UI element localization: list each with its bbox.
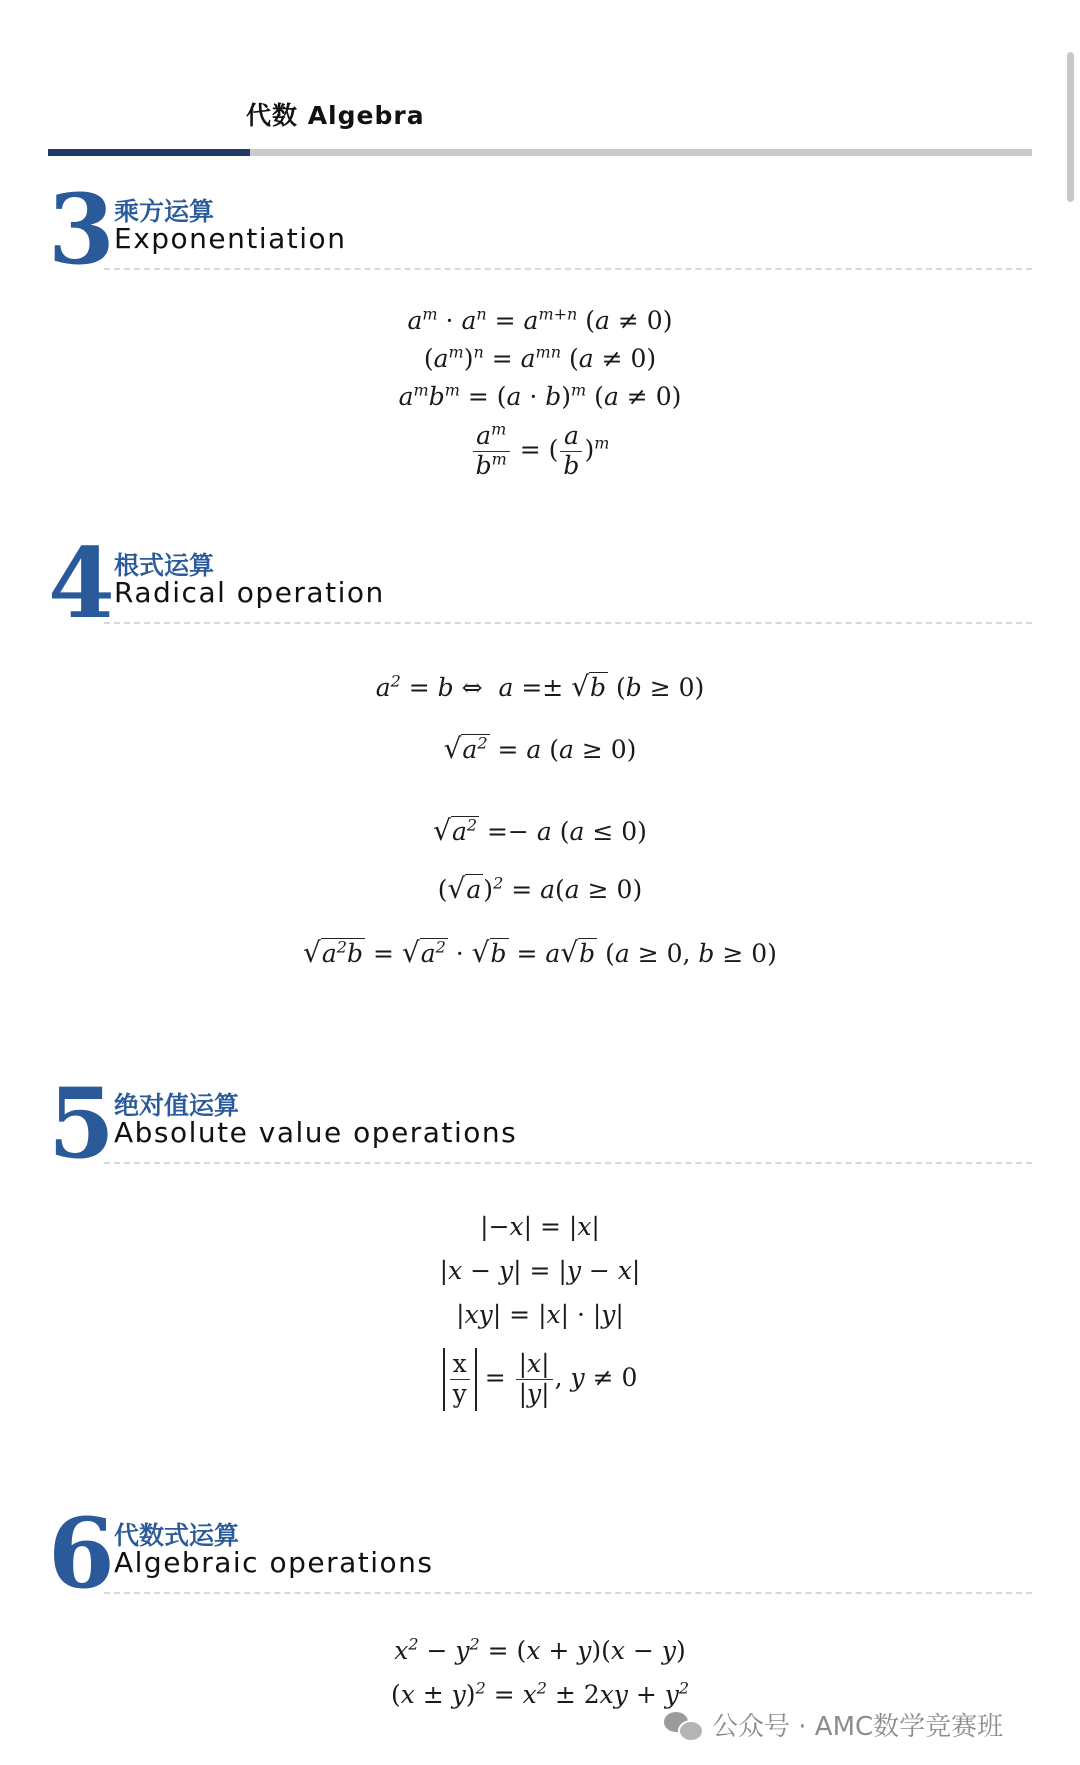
formula: $(a^m)^n = a^{mn}$ (a ≠ 0) xyxy=(423,342,657,373)
section-algebraic xyxy=(48,1497,1032,1610)
formula: $(x \pm y)^2 = x^2 \pm 2xy + y^2$ xyxy=(390,1678,690,1709)
formula: $\frac{a^m}{b^m}$ = ( $\frac{a}{b}$ )$^m$ xyxy=(0,422,1080,481)
section-number: 3 xyxy=(48,173,115,286)
formula: $√a^2 = a$ (a ≥ 0) xyxy=(443,732,637,765)
section-title-zh: 根式运算 xyxy=(114,551,215,580)
formula: |−x| = |x| xyxy=(480,1212,600,1241)
formula: $a^m \cdot a^n = a^{m+n}$ (a ≠ 0) xyxy=(407,304,673,335)
section-divider xyxy=(104,1592,1032,1594)
formula: $x^2 - y^2 = (x + y)(x - y)$ xyxy=(394,1634,686,1665)
section-divider xyxy=(104,622,1032,624)
formula: |xy| = |x| · |y| xyxy=(456,1300,624,1329)
page-title: 代数 Algebra xyxy=(246,101,425,130)
formula: $a^2 = b$ ⇔ a =± √b (b ≥ 0) xyxy=(375,670,705,703)
section-title-en: Absolute value operations xyxy=(114,1116,518,1149)
section-title-zh: 乘方运算 xyxy=(114,197,215,226)
formula: $√a^2 =- a$ (a ≤ 0) xyxy=(433,814,647,847)
section-radical xyxy=(48,527,1032,640)
formula: $(√a)^2 = a(a \ge 0)$ xyxy=(437,872,643,905)
section-title-zh: 代数式运算 xyxy=(114,1521,240,1550)
formula: |x − y| = |y − x| xyxy=(439,1256,641,1285)
watermark-text: 公众号 · AMC数学竞赛班 xyxy=(712,1712,1004,1742)
section-absolute-value xyxy=(48,1067,1032,1180)
scrollbar[interactable] xyxy=(1067,52,1074,202)
section-number: 4 xyxy=(48,527,115,640)
section-number: 6 xyxy=(48,1497,115,1610)
section-divider xyxy=(104,268,1032,270)
watermark xyxy=(664,1706,1003,1743)
section-divider xyxy=(104,1162,1032,1164)
wechat-icon xyxy=(664,1710,704,1740)
header-divider xyxy=(48,149,1032,156)
section-exponentiation xyxy=(48,173,1032,286)
formula: $a^mb^m = (a \cdot b)^m$ (a ≠ 0) xyxy=(398,380,682,411)
section-title-zh: 绝对值运算 xyxy=(114,1091,240,1120)
section-number: 5 xyxy=(48,1067,115,1180)
section-title-en: Algebraic operations xyxy=(114,1546,434,1579)
formula: $\frac{x}{y}$ = $\frac{|x|}{|y|}$ , y ≠ 0 xyxy=(0,1348,1080,1411)
formula: $√a^2b = √a^2 \cdot √b = a√b$ (a ≥ 0, b ≥ 0) xyxy=(303,936,777,969)
section-title-en: Radical operation xyxy=(114,576,385,609)
header-divider-accent xyxy=(48,149,250,156)
section-title-en: Exponentiation xyxy=(114,222,347,255)
